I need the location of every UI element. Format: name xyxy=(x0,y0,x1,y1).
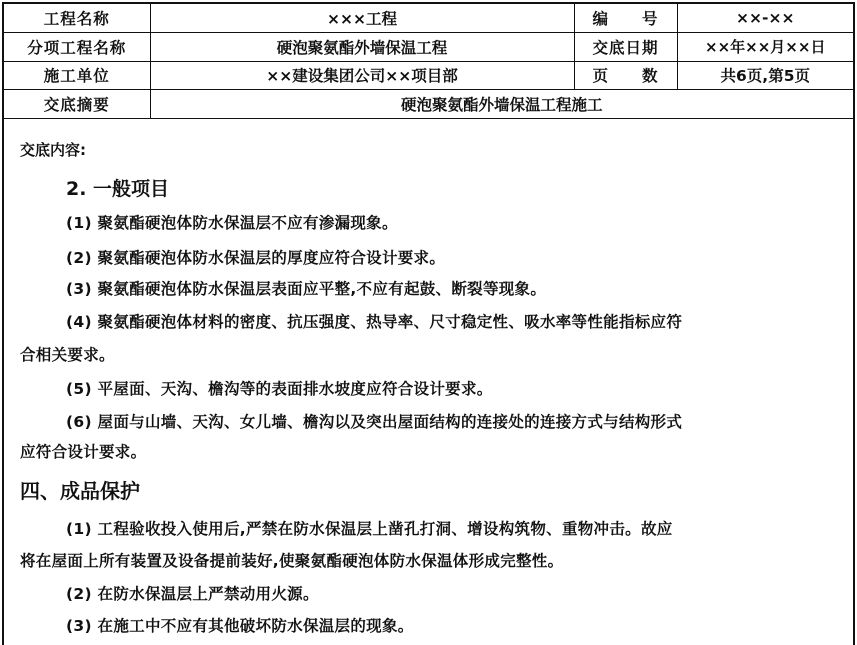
protect-item-2: (2) 在防水保温层上严禁动用火源。 xyxy=(66,585,319,603)
general-item-6: (6) 屋面与山墙、天沟、女儿墙、檐沟以及突出屋面结构的连接处的连接方式与结构形式 xyxy=(66,413,683,431)
pages-value: 共6页,第5页 xyxy=(677,61,853,90)
general-item-4-cont: 合相关要求。 xyxy=(20,346,115,364)
protect-item-1-cont: 将在屋面上所有装置及设备提前装好,使聚氨酯硬泡体防水保温体形成完整性。 xyxy=(20,552,564,570)
general-item-6-cont: 应符合设计要求。 xyxy=(20,443,147,461)
project-name-label: 工程名称 xyxy=(4,4,150,33)
number-label: 编 号 xyxy=(574,4,677,33)
construction-unit-label: 施工单位 xyxy=(4,61,150,90)
section-general-heading: 2. 一般项目 xyxy=(66,178,170,200)
subproject-name-value: 硬泡聚氨酯外墙保温工程 xyxy=(150,33,574,62)
summary-label: 交底摘要 xyxy=(4,90,150,119)
number-value: ××-×× xyxy=(677,4,853,33)
general-item-4: (4) 聚氨酯硬泡体材料的密度、抗压强度、热导率、尺寸稳定性、吸水率等性能指标应符 xyxy=(66,313,683,331)
header-table xyxy=(4,4,853,119)
general-item-5: (5) 平屋面、天沟、檐沟等的表面排水坡度应符合设计要求。 xyxy=(66,380,493,398)
project-name-value: ×××工程 xyxy=(150,4,574,33)
header-row-project xyxy=(4,4,853,33)
disclosure-sheet xyxy=(2,2,855,645)
general-item-1: (1) 聚氨酯硬泡体防水保温层不应有渗漏现象。 xyxy=(66,214,398,232)
general-item-2: (2) 聚氨酯硬泡体防水保温层的厚度应符合设计要求。 xyxy=(66,249,446,267)
construction-unit-value: ××建设集团公司××项目部 xyxy=(150,61,574,90)
general-item-3: (3) 聚氨酯硬泡体防水保温层表面应平整,不应有起鼓、断裂等现象。 xyxy=(66,280,547,298)
summary-value: 硬泡聚氨酯外墙保温工程施工 xyxy=(150,90,853,119)
content-intro: 交底内容: xyxy=(20,141,86,159)
date-label: 交底日期 xyxy=(574,33,677,62)
section-protect-heading: 四、成品保护 xyxy=(20,479,140,503)
pages-label: 页 数 xyxy=(574,61,677,90)
date-value: ××年××月××日 xyxy=(677,33,853,62)
header-row-subproject xyxy=(4,33,853,62)
header-row-summary xyxy=(4,90,853,119)
subproject-name-label: 分项工程名称 xyxy=(4,33,150,62)
header-row-unit xyxy=(4,61,853,90)
protect-item-1: (1) 工程验收投入使用后,严禁在防水保温层上凿孔打洞、增设构筑物、重物冲击。故应 xyxy=(66,520,673,538)
protect-item-3: (3) 在施工中不应有其他破坏防水保温层的现象。 xyxy=(66,617,414,635)
